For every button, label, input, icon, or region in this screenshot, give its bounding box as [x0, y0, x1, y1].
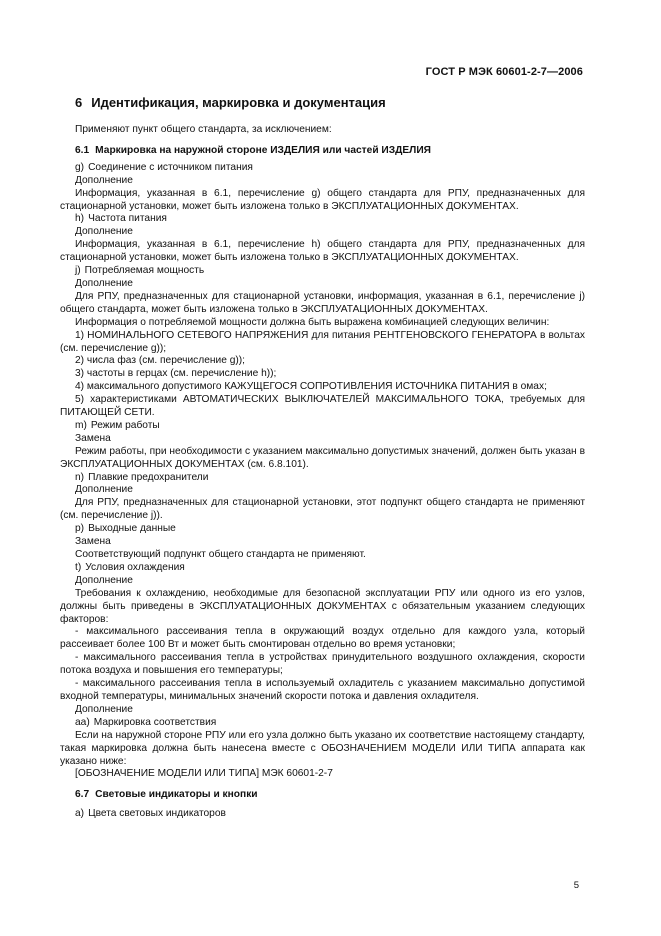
item-title: Маркировка соответствия — [93, 716, 217, 728]
list-item: 3) частоты в герцах (см. перечисление h)); — [75, 368, 277, 380]
item-a-title — [60, 808, 585, 821]
item-g-note: Дополнение — [75, 174, 133, 186]
section-heading — [75, 95, 386, 110]
item-label: g) — [75, 161, 85, 173]
item-n-text: Для РПУ, предназначенных для стационарной установки, этот подпункт общего стандарта не применяют (см. перечисление j)). — [60, 497, 585, 522]
item-n-note: Дополнение — [75, 484, 133, 496]
item-title: Частота питания — [88, 213, 167, 225]
list-item: - максимального рассеивания тепла в окружающий воздух отдельно для каждого узла, который рассеивает более 100 Вт и может быть смонтирован отдельно во время установки; — [60, 626, 585, 651]
item-label: p) — [75, 523, 85, 535]
subsection-6-1-heading — [60, 145, 585, 158]
document-body — [60, 124, 585, 821]
item-g-text: Информация, указанная в 6.1, перечисление g) общего стандарта для РПУ, предназначенных для стационарной установки, может быть изложена только в ЭКСПЛУАТАЦИОННЫХ ДОКУМЕНТАХ. — [60, 187, 585, 212]
item-h-text: Информация, указанная в 6.1, перечисление h) общего стандарта для РПУ, предназначенных для стационарной установки, может быть изложена только в ЭКСПЛУАТАЦИОННЫХ ДОКУМЕНТАХ. — [60, 239, 585, 264]
item-j-text-2: Информация о потребляемой мощности должна быть выражена комбинацией следующих величин: — [75, 316, 550, 328]
subsection-number: 6.7 — [75, 789, 90, 801]
item-title: Условия охлаждения — [85, 561, 185, 573]
page-number: 5 — [573, 880, 579, 891]
intro-paragraph: Применяют пункт общего стандарта, за исключением: — [75, 124, 332, 135]
item-title: Соединение с источником питания — [88, 161, 253, 173]
item-m-note: Замена — [75, 432, 111, 444]
item-h-note: Дополнение — [75, 226, 133, 238]
item-label: аа) — [75, 716, 90, 728]
item-m-text: Режим работы, при необходимости с указанием максимально допустимых значений, должен быть указан в ЭКСПЛУАТАЦИОННЫХ ДОКУМЕНТАХ (см. 6.8.101). — [60, 445, 585, 470]
item-title: Потребляемая мощность — [84, 265, 205, 277]
item-t-note: Дополнение — [75, 574, 133, 586]
subsection-6-7-heading — [60, 789, 585, 802]
item-label: n) — [75, 471, 85, 483]
item-p-title — [60, 523, 585, 536]
list-item: 2) числа фаз (см. перечисление g)); — [75, 355, 245, 367]
item-p-note: Замена — [75, 536, 111, 548]
item-label: j) — [75, 265, 81, 277]
item-j-text-1: Для РПУ, предназначенных для стационарной установки, информация, указанная в 6.1, перечисление j) общего стандарта, может быть изложена только в ЭКСПЛУАТАЦИОННЫХ ДОКУМЕНТАХ. — [60, 290, 585, 315]
item-h-title — [60, 213, 585, 226]
item-title: Режим работы — [90, 419, 160, 431]
item-label: m) — [75, 419, 87, 431]
item-n-title — [60, 472, 585, 485]
subsection-title: Световые индикаторы и кнопки — [95, 789, 258, 801]
item-j-note: Дополнение — [75, 277, 133, 289]
item-label: а) — [75, 808, 85, 820]
item-aa-text: Если на наружной стороне РПУ или его узла должно быть указано их соответствие настоящему стандарту, такая маркировка должна быть нанесена вместе с ОБОЗНАЧЕНИЕМ МОДЕЛИ ИЛИ ТИПА аппарата как указано ниже: — [60, 729, 585, 767]
item-t-text: Требования к охлаждению, необходимые для безопасной эксплуатации РПУ или одного из его узлов, должны быть приведены в ЭКСПЛУАТАЦИОННЫХ ДОКУМЕНТАХ с обязательным указанием следующих факторов: — [60, 587, 585, 625]
section-title: Идентификация, маркировка и документация — [91, 95, 386, 110]
item-j-title — [60, 265, 585, 278]
item-label: t) — [75, 561, 82, 573]
list-item: - максимального рассеивания тепла в устройствах принудительного воздушного охлаждения, скорости потока воздуха и повышения его температуры; — [60, 652, 585, 677]
item-title: Выходные данные — [88, 523, 176, 535]
list-item: 4) максимального допустимого КАЖУЩЕГОСЯ СОПРОТИВЛЕНИЯ ИСТОЧНИКА ПИТАНИЯ в омах; — [75, 381, 547, 393]
subsection-number: 6.1 — [75, 144, 90, 156]
item-m-title — [60, 420, 585, 433]
item-g-title — [60, 162, 585, 175]
item-aa-example: [ОБОЗНАЧЕНИЕ МОДЕЛИ ИЛИ ТИПА] МЭК 60601-2-7 — [75, 768, 333, 780]
item-label: h) — [75, 213, 85, 225]
list-item: 5) характеристиками АВТОМАТИЧЕСКИХ ВЫКЛЮЧАТЕЛЕЙ МАКСИМАЛЬНОГО ТОКА, требуемых для ПИТАЮЩЕЙ СЕТИ. — [60, 394, 585, 419]
item-t-note-2: Дополнение — [75, 703, 133, 715]
item-title: Цвета световых индикаторов — [88, 808, 226, 820]
item-title: Плавкие предохранители — [88, 471, 209, 483]
item-p-text: Соответствующий подпункт общего стандарта не применяют. — [75, 549, 366, 560]
item-aa-title — [60, 717, 585, 730]
subsection-title: Маркировка на наружной стороне ИЗДЕЛИЯ или частей ИЗДЕЛИЯ — [95, 144, 431, 156]
document-code: ГОСТ Р МЭК 60601-2-7—2006 — [425, 66, 583, 78]
list-item: - максимального рассеивания тепла в используемый охладитель с указанием максимально допустимой входной температуры, минимальных значений скорости потока и давления охладителя. — [60, 678, 585, 702]
item-t-title — [60, 562, 585, 575]
list-item: 1) НОМИНАЛЬНОГО СЕТЕВОГО НАПРЯЖЕНИЯ для питания РЕНТГЕНОВСКОГО ГЕНЕРАТОРА в вольтах (см. перечисление g)); — [60, 329, 585, 354]
section-number: 6 — [75, 95, 83, 110]
